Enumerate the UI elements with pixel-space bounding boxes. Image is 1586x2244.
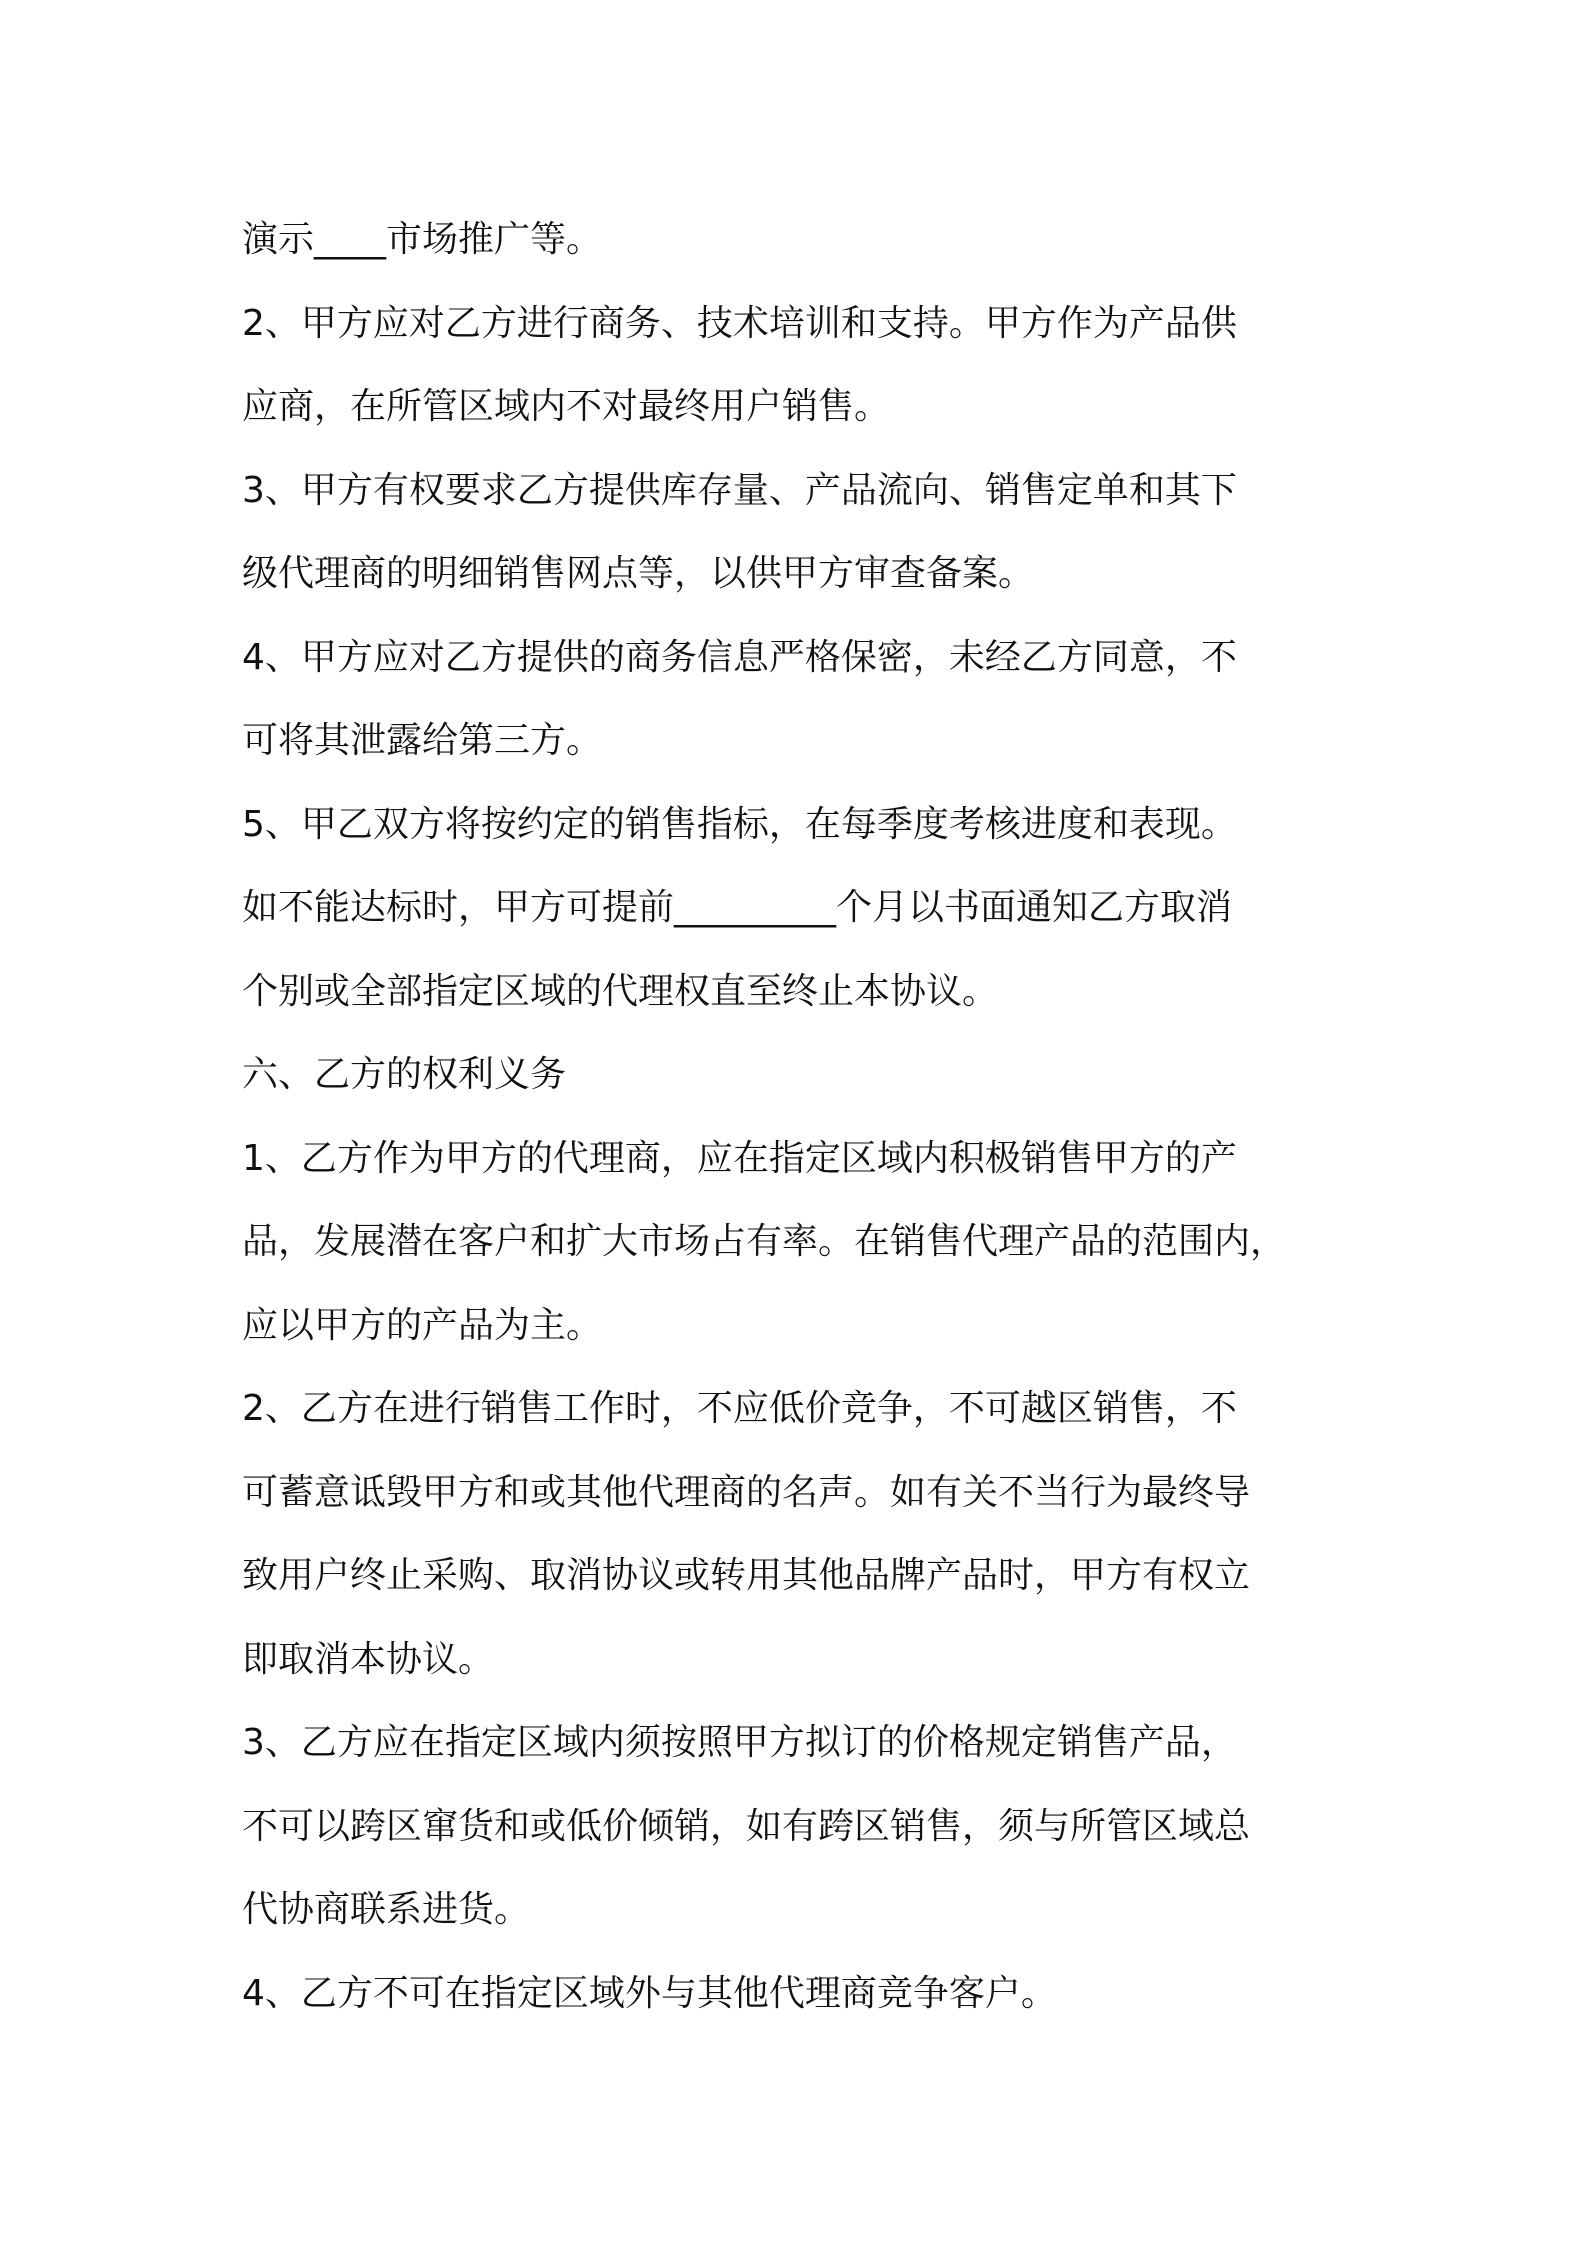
text-line: 4、甲方应对乙方提供的商务信息严格保密，未经乙方同意，不 <box>242 636 1237 678</box>
text-line: 如不能达标时，甲方可提前_________个月以书面通知乙方取消 <box>242 887 1233 928</box>
text-line: 2、乙方在进行销售工作时，不应低价竞争，不可越区销售，不 <box>242 1388 1237 1429</box>
text-line: 3、乙方应在指定区域内须按照甲方拟订的价格规定销售产品， <box>242 1722 1237 1763</box>
text-line: 可将其泄露给第三方。 <box>242 720 603 761</box>
text-line: 代协商联系进货。 <box>242 1889 531 1930</box>
text-line: 品，发展潜在客户和扩大市场占有率。在销售代理产品的范围内， <box>242 1221 1287 1262</box>
section-heading: 六、乙方的权利义务 <box>242 1054 567 1095</box>
text-line: 即取消本协议。 <box>242 1638 495 1680</box>
text-line: 致用户终止采购、取消协议或转用其他品牌产品时，甲方有权立 <box>242 1555 1251 1596</box>
text-line: 4、乙方不可在指定区域外与其他代理商竞争客户。 <box>242 1972 1057 2014</box>
text-line: 5、甲乙双方将按约定的销售指标，在每季度考核进度和表现。 <box>242 803 1237 845</box>
text-line: 1、乙方作为甲方的代理商，应在指定区域内积极销售甲方的产 <box>242 1137 1237 1179</box>
text-line: 演示____市场推广等。 <box>242 219 603 260</box>
document-body <box>242 198 1362 2035</box>
text-line: 2、甲方应对乙方进行商务、技术培训和支持。甲方作为产品供 <box>242 302 1237 344</box>
text-line: 应以甲方的产品为主。 <box>242 1304 603 1346</box>
text-line: 3、甲方有权要求乙方提供库存量、产品流向、销售定单和其下 <box>242 469 1237 511</box>
text-line: 可蓄意诋毁甲方和或其他代理商的名声。如有关不当行为最终导 <box>242 1471 1251 1513</box>
text-line: 个别或全部指定区域的代理权直至终止本协议。 <box>242 970 999 1012</box>
text-line: 不可以跨区窜货和或低价倾销，如有跨区销售，须与所管区域总 <box>242 1805 1251 1847</box>
text-line: 级代理商的明细销售网点等，以供甲方审查备案。 <box>242 553 1035 594</box>
text-line: 应商，在所管区域内不对最终用户销售。 <box>242 386 891 427</box>
